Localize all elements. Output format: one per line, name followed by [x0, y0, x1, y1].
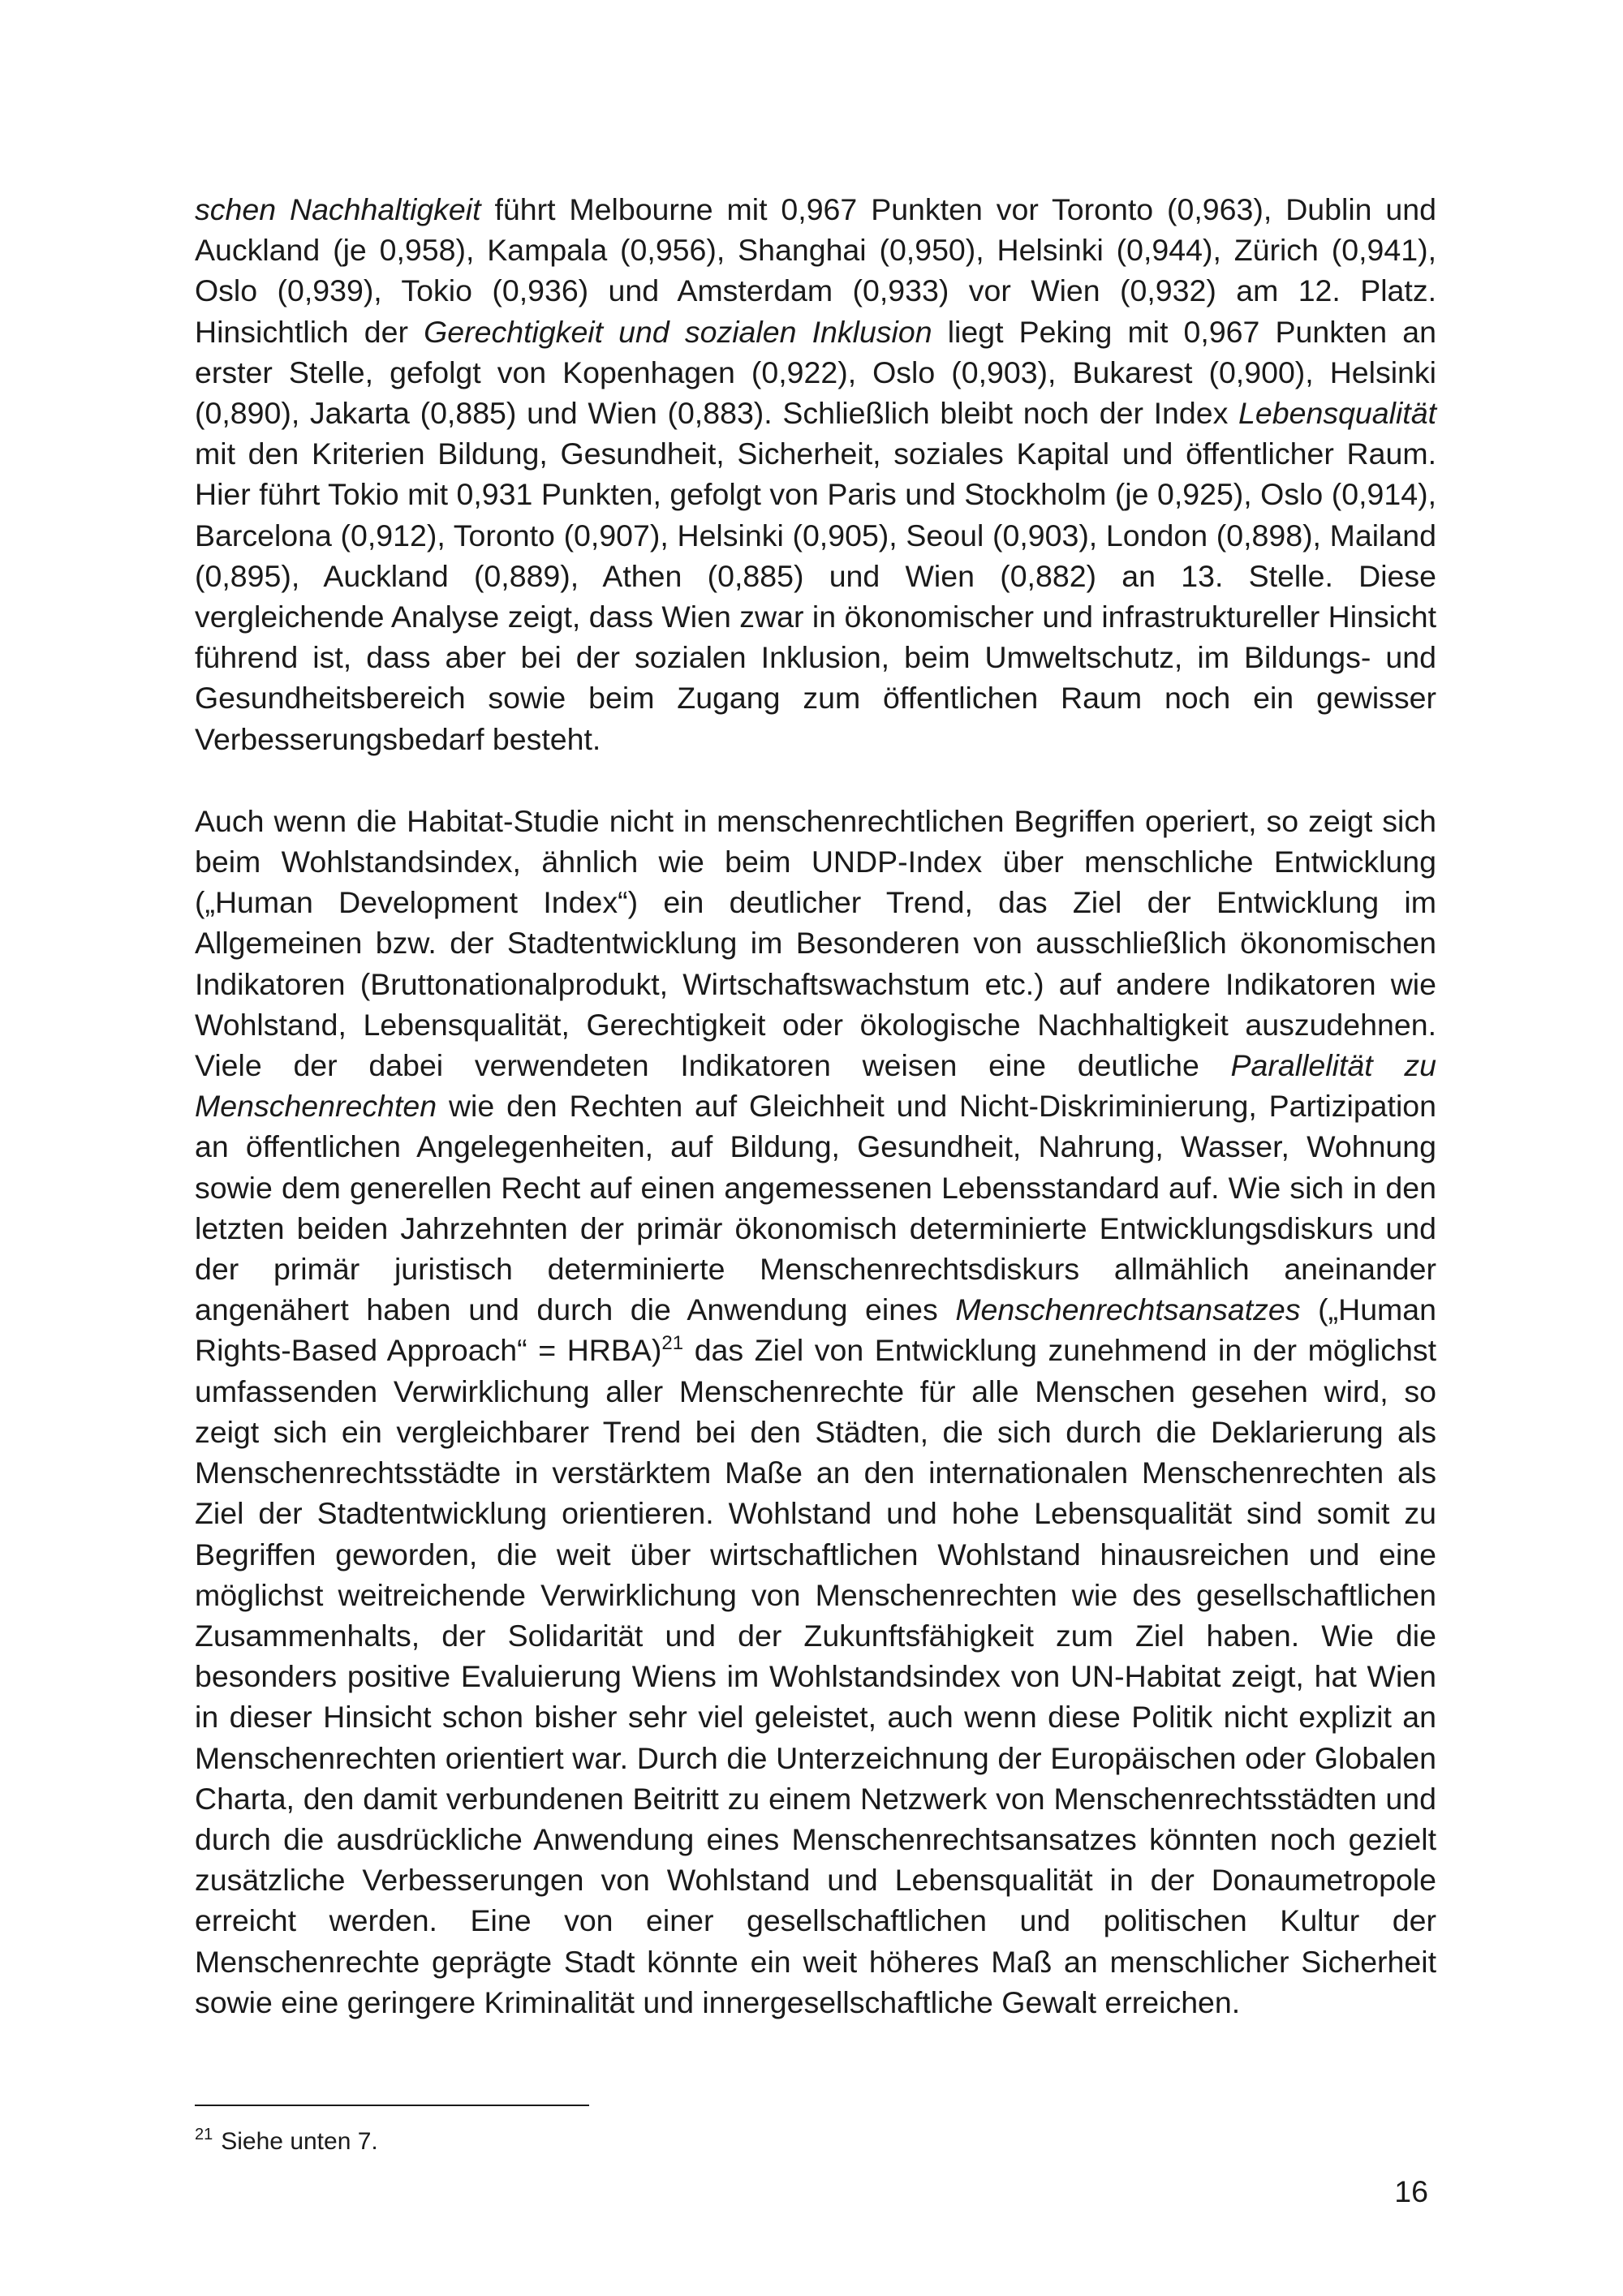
footnote-text: Siehe unten 7. — [221, 2128, 378, 2155]
emphasis-term: Lebensqualität — [1238, 396, 1436, 431]
footnote-number: 21 — [195, 2126, 213, 2143]
emphasis-term: schen Nachhaltigkeit — [195, 192, 481, 226]
emphasis-term: Parallelität zu Menschenrechten — [195, 1048, 1436, 1124]
page-number: 16 — [1394, 2174, 1428, 2208]
footnote — [195, 2126, 378, 2158]
footnote-separator — [195, 2105, 589, 2106]
text-run: mit den Kriterien Bildung, Gesundheit, Sicherheit, soziales Kapital und öffentlicher Raum. Hier führt Tokio mit 0,931 Punkten, gefolgt von Paris und Stockholm (je 0,925), Oslo (0,914), Barcelona (0,912), Toronto (0,907), Helsinki (0,905), Seoul (0,903), London (0,898), Mailand (0,895), Auckland (0,889), Athen (0,885) und Wien (0,882) an 13. Stelle. Diese vergleichende Analyse zeigt, dass Wien zwar in ökonomischer und infrastruktureller Hinsicht führend ist, dass aber bei der sozialen Inklusion, beim Umweltschutz, im Bildungs- und Gesundheitsbereich sowie beim Zugang zum öffentlichen Raum noch ein gewisser Verbesserungsbedarf besteht. — [195, 436, 1436, 756]
text-run: wie den Rechten auf Gleichheit und Nicht-Diskriminierung, Partizipation an öffentlichen Angelegenheiten, auf Bildung, Gesundheit, Nahrung, Wasser, Wohnung sowie dem generellen Recht auf einen angemessenen Lebensstandard auf. Wie sich in den letzten beiden Jahrzehnten der primär ökonomisch determinierte Entwicklungsdiskurs und der primär juristisch determinierte Menschenrechtsdiskurs allmählich aneinander angenähert haben und durch die Anwendung eines — [195, 1089, 1436, 1327]
footnote-reference: 21 — [661, 1332, 684, 1355]
text-run: („Human Rights-Based Approach“ = HRBA) — [195, 1292, 1437, 1368]
text-run: führt Melbourne mit 0,967 Punkten vor Toronto (0,963), Dublin und Auckland (je 0,958), Kampala (0,956), Shanghai (0,950), Helsinki (0,944), Zürich (0,941), Oslo (0,939), Tokio (0,936) und Amsterdam (0,933) vor Wien (0,932) am 12. Platz. Hinsichtlich der — [195, 192, 1436, 349]
text-run: das Ziel von Entwicklung zunehmend in der möglichst umfassenden Verwirklichung aller Menschenrechte für alle Menschen gesehen wird, so zeigt sich ein vergleichbarer Trend bei den Städten, die sich durch die Deklarierung als Menschenrechtsstädte in verstärktem Maße an den internationalen Menschenrechten als Ziel der Stadtentwicklung orientieren. Wohlstand und hohe Lebensqualität sind somit zu Begriffen geworden, die weit über wirtschaftlichen Wohlstand hinausreichen und eine möglichst weitreichende Verwirklichung von Menschenrechten wie des gesellschaftlichen Zusammenhalts, der Solidarität und der Zukunftsfähigkeit zum Ziel haben. Wie die besonders positive Evaluierung Wiens im Wohlstandsindex von UN-Habitat zeigt, hat Wien in dieser Hinsicht schon bisher sehr viel geleistet, auch wenn diese Politik nicht explizit an Menschenrechten orientiert war. Durch die Unterzeichnung der Europäischen oder Globalen Charta, den damit verbundenen Beitritt zu einem Netzwerk von Menschenrechtsstädten und durch die ausdrückliche Anwendung eines Menschenrechtsansatzes könnten noch gezielt zusätzliche Verbesserungen von Wohlstand und Lebensqualität in der Donaumetropole erreicht werden. Eine von einer gesellschaftlichen und politischen Kultur der Menschenrechte geprägte Stadt könnte ein weit höheres Maß an menschlicher Sicherheit sowie eine geringere Kriminalität und innergesellschaftliche Gewalt erreichen. — [195, 1333, 1437, 2019]
paragraph — [195, 801, 1436, 2023]
emphasis-term: Menschenrechtsansatzes — [955, 1292, 1301, 1327]
text-run: Auch wenn die Habitat-Studie nicht in menschenrechtlichen Begriffen operiert, so zeigt sich beim Wohlstandsindex, ähnlich wie beim UNDP-Index über menschliche Entwicklung („Human Development Index“) ein deutlicher Trend, das Ziel der Entwicklung im Allgemeinen bzw. der Stadtentwicklung im Besonderen von ausschließlich ökonomischen Indikatoren (Bruttonationalprodukt, Wirtschaftswachstum etc.) auf andere Indikatoren wie Wohlstand, Lebensqualität, Gerechtigkeit oder ökologische Nachhaltigkeit auszudehnen. Viele der dabei verwendeten Indikatoren weisen eine deutliche — [195, 803, 1436, 1083]
text-run: liegt Peking mit 0,967 Punkten an erster Stelle, gefolgt von Kopenhagen (0,922), Oslo (0,903), Bukarest (0,900), Helsinki (0,890), Jakarta (0,885) und Wien (0,883). Schließlich bleibt noch der Index — [195, 314, 1436, 431]
paragraph — [195, 189, 1436, 759]
emphasis-term: Gerechtigkeit und sozialen Inklusion — [424, 314, 932, 349]
body-text — [195, 189, 1436, 2023]
